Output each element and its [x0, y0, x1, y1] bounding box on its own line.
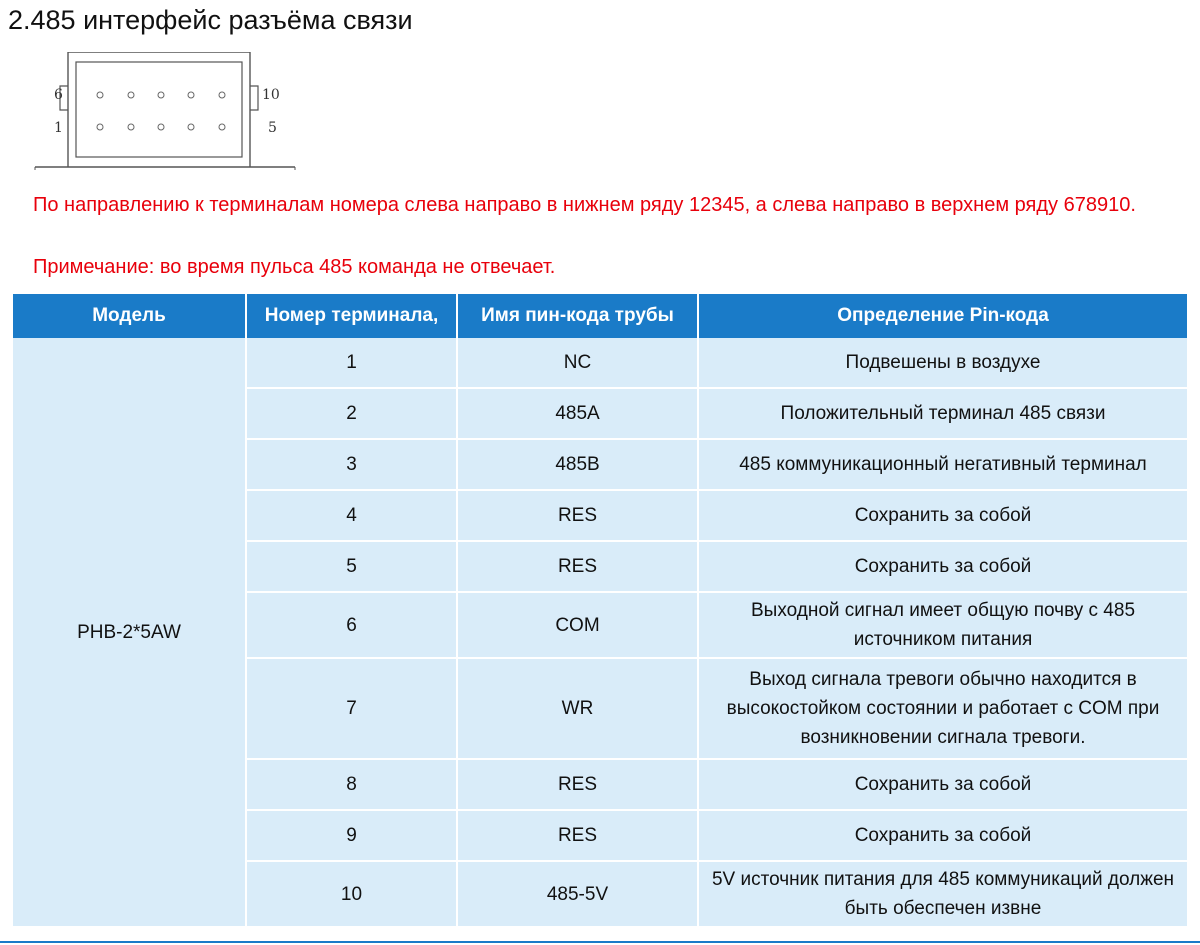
- table-row: [13, 338, 1187, 388]
- terminal-number: 1: [246, 338, 457, 388]
- terminal-number: 5: [246, 541, 457, 592]
- pin-label-1: 1: [54, 120, 63, 136]
- pin-label-6: 6: [54, 87, 63, 103]
- pin-definition: Сохранить за собой: [698, 490, 1187, 541]
- pin-definition: 5V источник питания для 485 коммуникаций должен быть обеспечен извне: [698, 861, 1187, 927]
- pin-name: WR: [457, 658, 698, 759]
- pin-order-note: По направлению к терминалам номера слева направо в нижнем ряду 12345, а слева направо в верхнем ряду 678910.: [33, 194, 1136, 216]
- pulse-note: Примечание: во время пульса 485 команда не отвечает.: [33, 256, 556, 278]
- pin-name: RES: [457, 810, 698, 861]
- bottom-divider: [0, 941, 1200, 943]
- pin-name: 485-5V: [457, 861, 698, 927]
- pin-label-5: 5: [268, 120, 277, 136]
- terminal-number: 6: [246, 592, 457, 658]
- pin-label-10: 10: [262, 87, 280, 103]
- pin-definition: Положительный терминал 485 связи: [698, 388, 1187, 439]
- header-terminal-number: Номер терминала,: [246, 294, 457, 338]
- pin-definition: Выходной сигнал имеет общую почву с 485 источником питания: [698, 592, 1187, 658]
- header-pin-name: Имя пин-кода трубы: [457, 294, 698, 338]
- table-header-row: [13, 294, 1187, 338]
- model-cell: PHB-2*5AW: [13, 338, 246, 927]
- pin-name: COM: [457, 592, 698, 658]
- pin-name: NC: [457, 338, 698, 388]
- connector-diagram: [30, 52, 300, 180]
- pin-definition: Сохранить за собой: [698, 759, 1187, 810]
- pin-definition: 485 коммуникационный негативный терминал: [698, 439, 1187, 490]
- pin-name: RES: [457, 490, 698, 541]
- pin-definition-table: [13, 294, 1187, 928]
- terminal-number: 7: [246, 658, 457, 759]
- terminal-number: 2: [246, 388, 457, 439]
- terminal-number: 8: [246, 759, 457, 810]
- pin-name: 485B: [457, 439, 698, 490]
- pin-definition: Выход сигнала тревоги обычно находится в высокостойком состоянии и работает с COM при возникновении сигнала тревоги.: [698, 658, 1187, 759]
- terminal-number: 10: [246, 861, 457, 927]
- terminal-number: 3: [246, 439, 457, 490]
- pin-name: RES: [457, 541, 698, 592]
- pin-definition: Сохранить за собой: [698, 541, 1187, 592]
- pin-definition: Подвешены в воздухе: [698, 338, 1187, 388]
- terminal-number: 9: [246, 810, 457, 861]
- pin-definition: Сохранить за собой: [698, 810, 1187, 861]
- header-pin-definition: Определение Pin-кода: [698, 294, 1187, 338]
- pin-name: RES: [457, 759, 698, 810]
- pin-name: 485A: [457, 388, 698, 439]
- page-title: 2.485 интерфейс разъёма связи: [8, 5, 413, 35]
- header-model: Модель: [13, 294, 246, 338]
- terminal-number: 4: [246, 490, 457, 541]
